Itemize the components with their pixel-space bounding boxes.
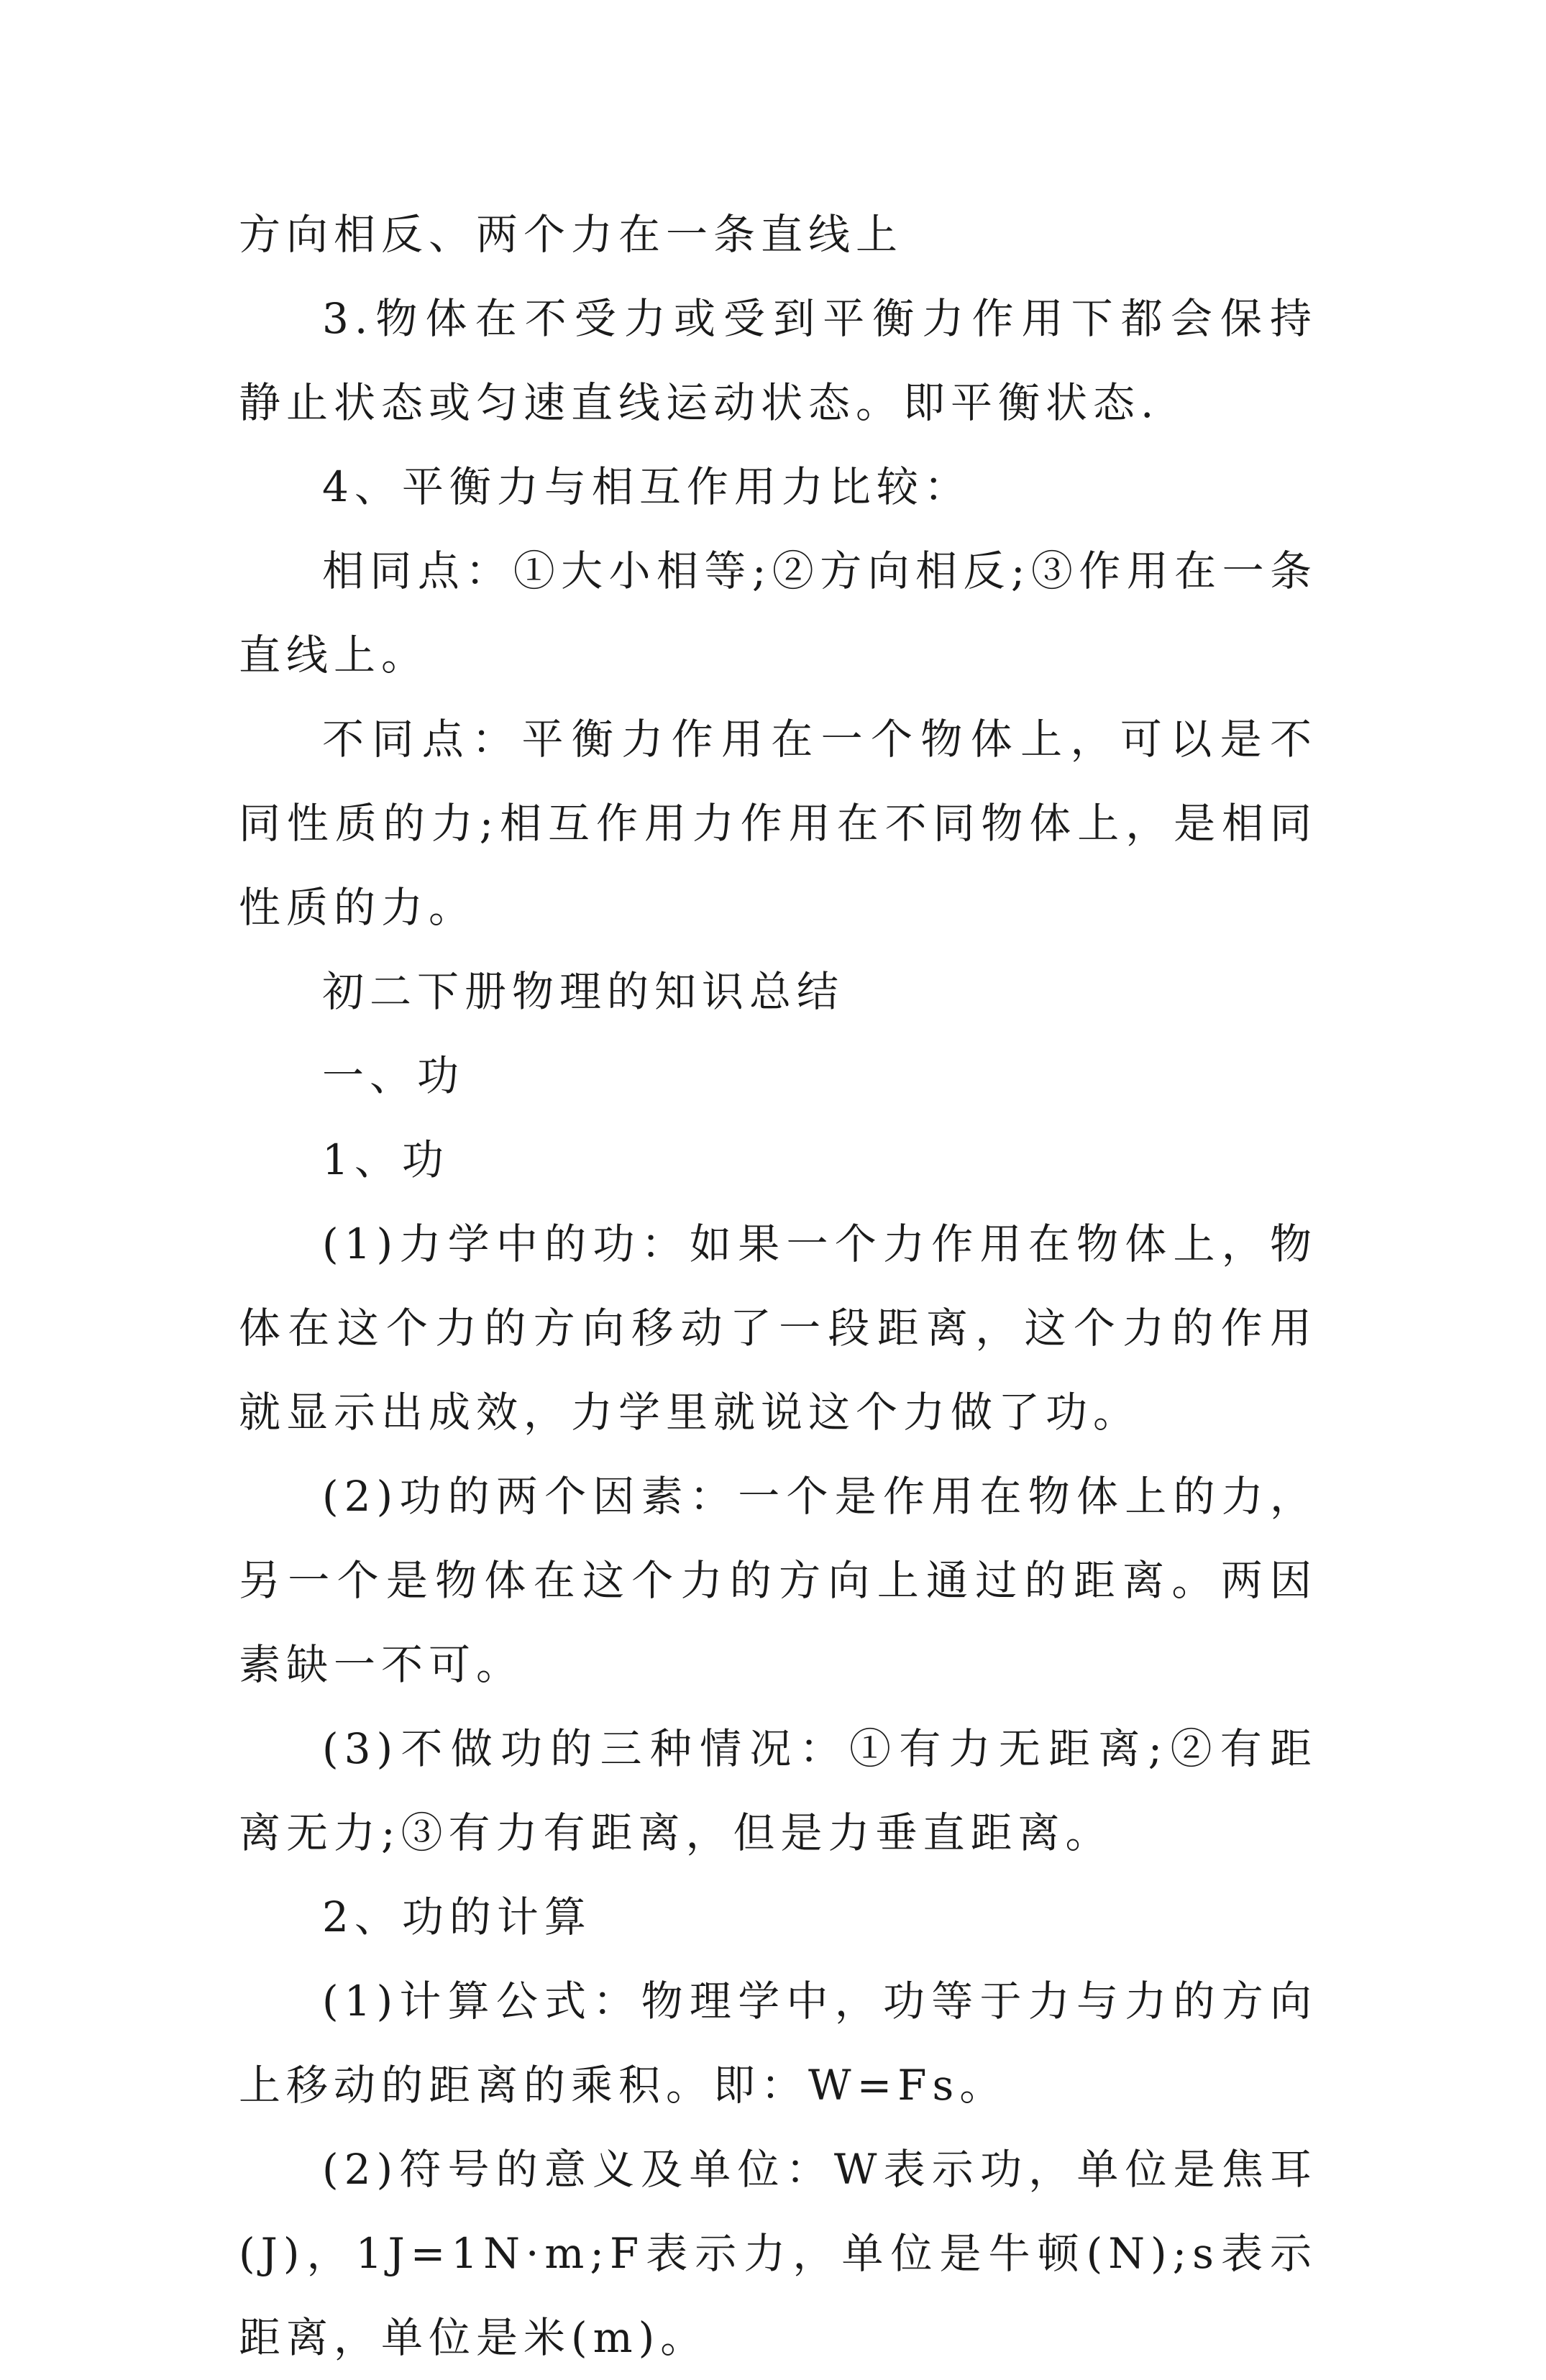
paragraph: 3.物体在不受力或受到平衡力作用下都会保持静止状态或匀速直线运动状态。即平衡状态. — [239, 294, 1317, 427]
subsection-heading: 2、功的计算 — [322, 1892, 592, 1941]
paragraph: (2)符号的意义及单位：W表示功，单位是焦耳(J)，1J=1N·m;F表示力，单位是牛顿(N);s表示距离，单位是米(m)。 — [239, 2145, 1317, 2362]
paragraph: (2)功的两个因素：一个是作用在物体上的力，另一个是物体在这个力的方向上通过的距离。两因素缺一不可。 — [239, 1472, 1317, 1689]
paragraph: (3)不做功的三种情况：①有力无距离;②有距离无力;③有力有距离，但是力垂直距离。 — [239, 1724, 1317, 1857]
paragraph: 4、平衡力与相互作用力比较： — [322, 462, 971, 511]
section-heading: 初二下册物理的知识总结 — [322, 967, 845, 1016]
subsection-heading: 1、功 — [322, 1135, 449, 1184]
document-body — [239, 193, 1317, 2380]
paragraph: 不同点：平衡力作用在一个物体上，可以是不同性质的力;相互作用力作用在不同物体上，是相同性质的力。 — [239, 715, 1317, 932]
paragraph: (1)力学中的功：如果一个力作用在物体上，物体在这个力的方向移动了一段距离，这个力的作用就显示出成效，力学里就说这个力做了功。 — [239, 1219, 1317, 1437]
paragraph: 方向相反、两个力在一条直线上 — [239, 210, 904, 259]
paragraph: (1)计算公式：物理学中，功等于力与力的方向上移动的距离的乘积。即：W=Fs。 — [239, 1977, 1317, 2110]
section-heading: 一、功 — [322, 1051, 465, 1100]
paragraph: 相同点：①大小相等;②方向相反;③作用在一条直线上。 — [239, 546, 1317, 679]
